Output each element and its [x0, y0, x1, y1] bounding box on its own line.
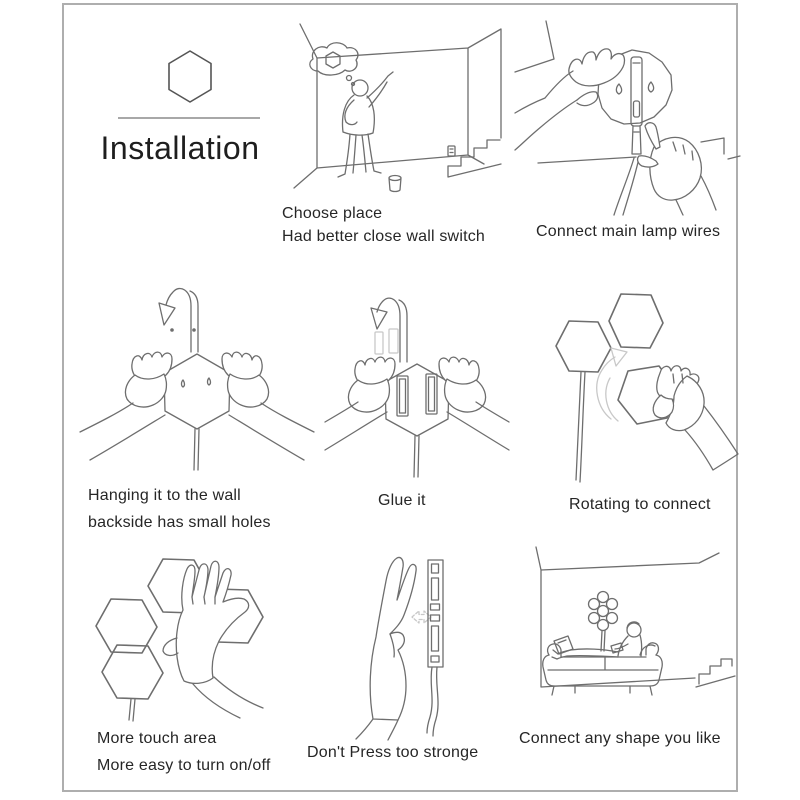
step-choose-place: [272, 18, 517, 203]
any-shape-illustration: [515, 545, 740, 715]
sofa: [543, 636, 663, 695]
step-caption: backside has small holes: [88, 514, 271, 531]
right-hand: [439, 357, 509, 450]
hexagon-logo-icon: [166, 48, 214, 104]
step-caption: Hanging it to the wall: [88, 487, 241, 504]
step-caption: Connect main lamp wires: [536, 223, 721, 240]
wall-hole-dot: [170, 328, 174, 332]
left-hand: [80, 352, 172, 460]
step-any-shape: [515, 545, 740, 715]
rotating-illustration: [535, 282, 745, 482]
step-rotating: [535, 282, 745, 482]
step-glue: [325, 272, 515, 477]
rotate-arrow: [597, 348, 627, 421]
ceiling-corner: [515, 21, 554, 72]
step-caption: Choose place: [282, 205, 383, 222]
wall-line: [538, 157, 636, 163]
step-connect-wires: [515, 20, 740, 215]
hexagon-lamp-cluster: [589, 592, 618, 652]
turn-arrow: [159, 288, 198, 352]
mounted-hexagons: [556, 294, 663, 482]
page-title: Installation: [100, 130, 260, 166]
left-hand: [325, 357, 395, 450]
touching-hand: [163, 561, 263, 718]
hexagon-lamp: [385, 364, 449, 477]
room-lines: [536, 547, 735, 687]
left-hand: [515, 49, 625, 150]
right-hand: [638, 123, 716, 215]
adhesive-strips-ghost: [375, 329, 398, 354]
right-hand: [222, 352, 314, 460]
connect-wires-illustration: [515, 20, 740, 215]
step-more-touch: [80, 548, 315, 733]
choose-place-illustration: [272, 18, 517, 203]
hexagon-lamp: [164, 354, 230, 470]
wire-connector: [614, 57, 642, 215]
touch-area-illustration: [80, 548, 315, 733]
step-caption: More easy to turn on/off: [97, 757, 271, 774]
step-caption: Had better close wall switch: [282, 228, 486, 245]
step-caption: Glue it: [378, 492, 426, 509]
glue-illustration: [325, 272, 515, 477]
dont-press-illustration: [320, 545, 500, 740]
step-caption: More touch area: [97, 730, 217, 747]
lamp-side-profile: [427, 560, 443, 736]
step-caption: Connect any shape you like: [519, 730, 721, 747]
title-divider: [118, 117, 260, 119]
wall-hint: [701, 138, 740, 159]
bucket: [389, 176, 401, 192]
step-caption: Rotating to connect: [569, 496, 711, 513]
wall-switch: [448, 146, 455, 156]
person-figure: [338, 72, 393, 177]
hanging-illustration: [80, 272, 315, 472]
step-hanging: [80, 272, 315, 472]
room-lines: [294, 24, 501, 188]
step-dont-press: [320, 545, 500, 740]
side-hand: [356, 557, 416, 740]
step-caption: Don't Press too stronge: [307, 744, 479, 761]
wall-hole-dot: [192, 328, 196, 332]
